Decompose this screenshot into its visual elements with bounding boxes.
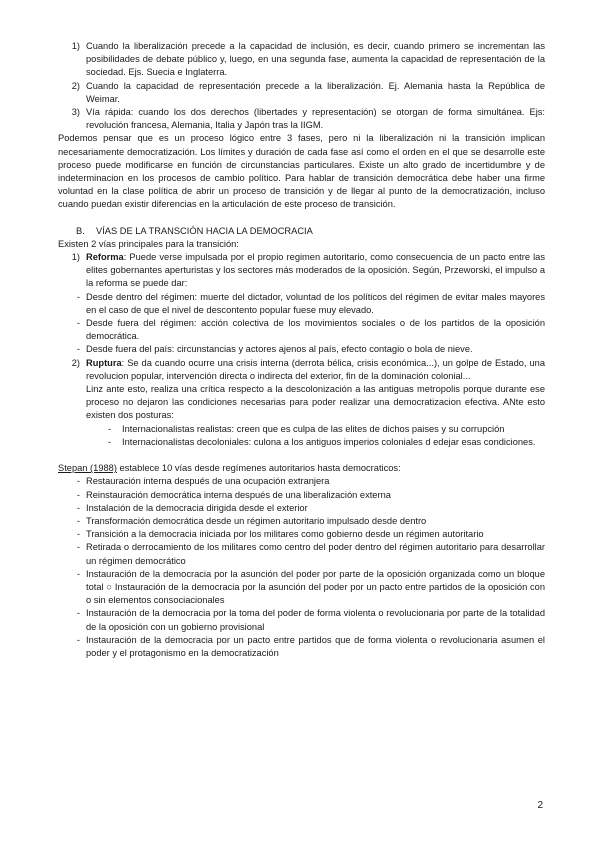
posturas-sublist [58, 423, 545, 449]
bullet-dash: - [76, 568, 80, 579]
bullet-dash: - [76, 476, 80, 487]
item-text: Internacionalistas decoloniales: culona a los antiguos imperios coloniales d edejar esas condiciones. [122, 436, 536, 447]
list-item [64, 489, 545, 502]
item-text: Instauración de la democracia por un pacto entre partidos que de forma violenta o revolucionaria asumen el poder y el protagonismo en la democratización [86, 634, 545, 658]
bullet-dash: - [76, 515, 80, 526]
reforma-text: : Puede verse impulsada por el propio regimen autoritario, como consecuencia de un pacto entre las elites gobernantes aperturistas y los sectores más moderados de la oposición. Según, Przeworski, el impulso a la reforma se puede dar: [86, 252, 545, 289]
item-number: 2) [71, 80, 80, 91]
bullet-dash: - [76, 502, 80, 513]
item-text: Vía rápida: cuando los dos derechos (libertades y representación) se otorgan de forma simultánea. Ejs: revolución francesa, Alemania, Italia y Japón tras la IIGM. [86, 107, 545, 131]
bullet-dash: - [76, 608, 80, 619]
paragraph-phases: Podemos pensar que es un proceso lógico entre 3 fases, pero ni la liberalización ni la transición implican necesariamente democratización. Los límites y duración de cada fase así como el orden en el que se desarrolle este proceso puede modificarse en función de circunstancias particulares. Existe un alto grado de incertidumbre y de indeterminacion en los procesos de cambio político. Para hablar de transición democrática debe haber una firme voluntad en la clase política de abrir un proceso de transición y de llegar al punto de la democratización, incluso cuando puedan existir diferencias en la articulación de este proceso de transición. [58, 133, 545, 210]
item-text: Desde fuera del régimen: acción colectiva de los movimientos sociales o de los partidos de la oposición democrática. [86, 318, 545, 342]
item-text: Restauración interna después de una ocupación extranjera [86, 476, 330, 487]
list-item [108, 436, 545, 449]
bullet-dash: - [108, 436, 112, 447]
reforma-item [64, 251, 545, 291]
item-text: Retirada o derrocamiento de los militares como centro del poder dentro del régimen autoritario para desarrollar un régimen democrático [86, 542, 545, 566]
section-heading [76, 225, 545, 238]
list-item [64, 607, 545, 633]
section-letter: B. [76, 225, 85, 236]
item-text: Cuando la liberalización precede a la capacidad de inclusión, es decir, cuando primero se incrementan las posibilidades de debate público y, luego, en una segunda fase, aumenta la capacidad de representación de la sociedad. Ejs. Suecia e Inglaterra. [86, 41, 545, 78]
list-item [64, 634, 545, 660]
item-text: Internacionalistas realistas: creen que es culpa de las elites de dichos paises y su corrupción [122, 423, 505, 434]
item-text: Desde dentro del régimen: muerte del dictador, voluntad de los políticos del régimen de evitar males mayores en el caso de que el nivel de descontento popular fuese muy elevado. [86, 291, 545, 315]
section-title: VÍAS DE LA TRANSCIÓN HACIA LA DEMOCRACIA [96, 225, 313, 236]
item-text: Transformación democrática desde un régimen autoritario impulsado desde dentro [86, 515, 427, 526]
bullet-dash: - [76, 542, 80, 553]
bullet-dash: - [108, 423, 112, 434]
list-item [64, 317, 545, 343]
item-number: 3) [71, 107, 80, 118]
item-number: 2) [71, 357, 80, 368]
intro-text: Existen 2 vías principales para la transición: [58, 238, 239, 249]
list-item [64, 291, 545, 317]
list-item [64, 80, 545, 106]
item-text: Reinstauración democrática interna después de una liberalización externa [86, 489, 391, 500]
stepan-citation: Stepan (1988) [58, 463, 117, 474]
bullet-dash: - [76, 344, 80, 355]
item-number: 1) [71, 252, 80, 263]
item-text: Instalación de la democracia dirigida desde el exterior [86, 502, 308, 513]
stepan-vias-list [58, 475, 545, 660]
list-item [108, 423, 545, 436]
bullet-dash: - [76, 529, 80, 540]
item-text: Desde fuera del país: circunstancias y actores ajenos al país, efecto contagio o bola de nieve. [86, 344, 473, 355]
item-text: Instauración de la democracia por la toma del poder de forma violenta o revolucionaria por parte de la totalidad de la oposición con un gobierno provisional [86, 608, 545, 632]
ruptura-text: : Se da cuando ocurre una crisis interna (derrota bélica, crisis económica...), un golpe de Estado, una revolucion popular, intervención directa o indirecta del exterior, fin de la dominación colonial... [86, 357, 545, 381]
item-text: Transición a la democracia iniciada por los militares como gobierno desde un régimen autoritario [86, 529, 484, 540]
list-item [64, 541, 545, 567]
item-text: Cuando la capacidad de representación precede a la liberalización. Ej. Alemania hasta la República de Weimar. [86, 80, 545, 104]
item-number: 1) [71, 41, 80, 51]
linz-paragraph: Linz ante esto, realiza una crítica respecto a la descolonización a las antiguas metropolis porque durante ese proceso no dejaron las condiciones necesarias para poder realizar una democratizacion efectiva. ANte esto existen dos posturas: [86, 384, 545, 421]
reforma-label: Reforma [86, 252, 124, 263]
bullet-dash: - [76, 634, 80, 645]
item-text: Instauración de la democracia por la asunción del poder por parte de la oposición organizada como un bloque total ○ Instauración de la democracia por la asunción del poder por un pacto entre partidos de la oposición con o sin elementos consociacionales [86, 568, 545, 606]
reforma-sublist [58, 291, 545, 357]
document-page [58, 40, 545, 660]
list-item [64, 475, 545, 488]
page-number: 2 [537, 799, 543, 811]
list-item [64, 106, 545, 132]
stepan-intro: Stepan (1988) establece 10 vías desde regímenes autoritarios hasta democraticos: [58, 463, 401, 474]
bullet-dash: - [76, 291, 80, 302]
list-item [64, 515, 545, 528]
bullet-dash: - [76, 318, 80, 329]
liberalization-list [58, 40, 545, 132]
list-item [64, 528, 545, 541]
list-item [64, 502, 545, 515]
ruptura-label: Ruptura [86, 357, 122, 368]
list-item [64, 568, 545, 608]
bullet-dash: - [76, 489, 80, 500]
list-item [64, 343, 545, 356]
ruptura-item [64, 357, 545, 383]
list-item [64, 40, 545, 80]
